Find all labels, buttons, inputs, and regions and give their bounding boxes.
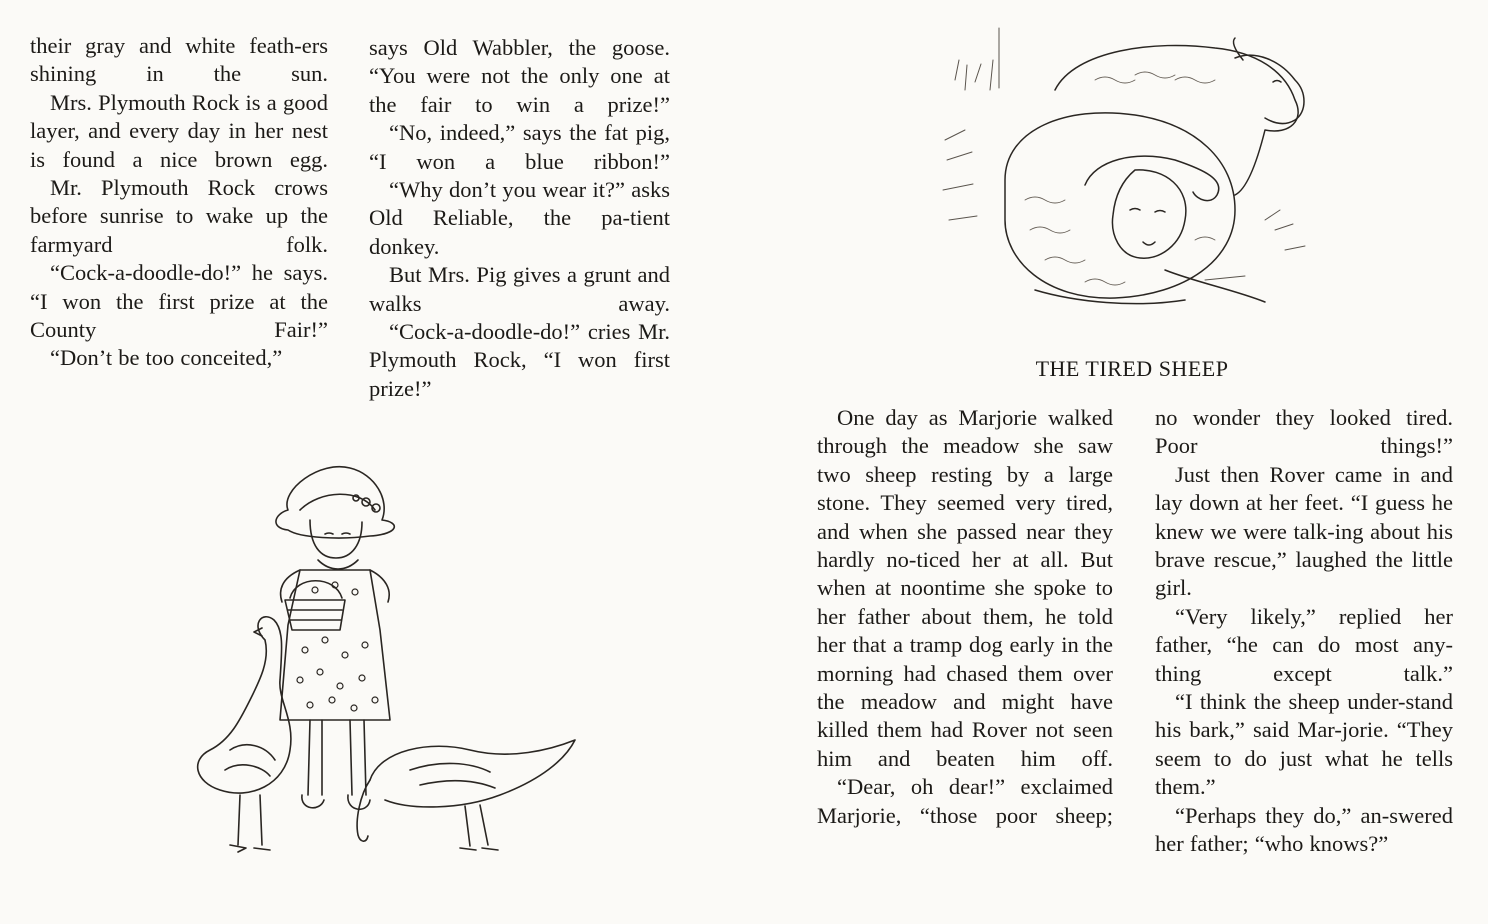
paragraph: “Cock-a-doodle-do!” he says. “I won the first prize at the County Fair!”: [30, 260, 328, 343]
paragraph: “Cock-a-doodle-do!” cries Mr. Plymouth Rock, “I won first prize!”: [369, 319, 670, 401]
paragraph: “Why don’t you wear it?” asks Old Reliable, the pa-tient donkey.: [369, 177, 670, 259]
left-page-column-1: [30, 32, 328, 373]
girl-with-geese-illustration: [170, 450, 590, 870]
paragraph: Mr. Plymouth Rock crows before sunrise to wake up the farmyard folk.: [30, 175, 328, 257]
paragraph: “Very likely,” replied her father, “he can do most any-thing except talk.”: [1155, 603, 1453, 686]
paragraph: Just then Rover came in and lay down at her feet. “I guess he knew we were talk-ing about his brave rescue,” laughed the little girl.: [1155, 461, 1453, 601]
paragraph: “Don’t be too conceited,”: [50, 345, 283, 371]
right-page-column-1: [817, 404, 1113, 830]
paragraph: But Mrs. Pig gives a grunt and walks away.: [369, 262, 670, 316]
paragraph: One day as Marjorie walked through the meadow she saw two sheep resting by a large stone. They seemed very tired, and when she passed near they hardly no-ticed her at all. But when at noontime she spoke to her father about them, he told her that a tramp dog early in the morning had chased them over the meadow and might have killed them had Rover not seen him and beaten him off.: [817, 405, 1113, 771]
paragraph: Mrs. Plymouth Rock is a good layer, and every day in her nest is found a nice brown egg.: [30, 89, 328, 172]
resting-sheep-illustration: [935, 20, 1335, 320]
paragraph: says Old Wabbler, the goose. “You were not the only one at the fair to win a prize!”: [369, 35, 670, 117]
left-page-column-2: [369, 34, 670, 403]
paragraph: their gray and white feath-ers shining in the sun.: [30, 33, 328, 87]
paragraph: “I think the sheep under-stand his bark,” said Mar-jorie. “They seem to do just what he tells them.”: [1155, 689, 1453, 800]
paragraph: “Dear, oh dear!” exclaimed Marjorie, “those poor sheep;: [817, 774, 1113, 828]
paragraph: “No, indeed,” says the fat pig, “I won a blue ribbon!”: [369, 120, 670, 174]
paragraph: “Perhaps they do,” an-swered her father; “who knows?”: [1155, 802, 1453, 857]
right-page-column-2: [1155, 404, 1453, 859]
paragraph: no wonder they looked tired. Poor things!”: [1155, 405, 1453, 459]
story-title: THE TIRED SHEEP: [1035, 356, 1229, 381]
